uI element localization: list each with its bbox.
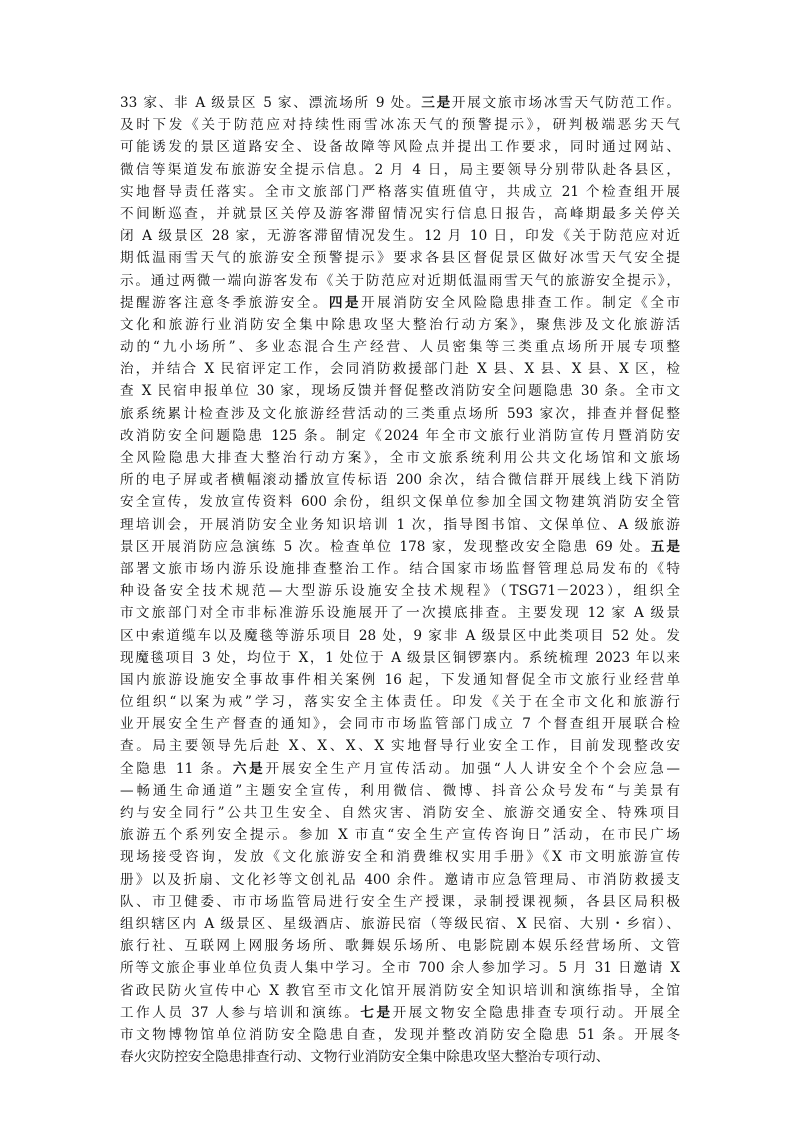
text-line [120,292,680,314]
text-run: 文化和旅游行业消防安全集中除患攻坚大整治行动方案》，聚焦涉及文化旅游活 [120,316,680,333]
text-run: 市文物博物馆单位消防安全隐患自查，发现并整改消防安全隐患 51 条。开展冬 [120,1026,680,1043]
text-run: 工作人员 37 人参与培训和演练。 [120,1004,361,1021]
text-line [120,159,680,181]
text-run: 理培训会，开展消防安全业务知识培训 1 次，指导图书馆、文保单位、A 级旅游 [120,516,680,533]
text-run: —畅通生命通道”主题安全宣传，利用微信、微博、抖音公众号发布“与美景有 [120,782,680,799]
section-marker: 五是 [650,538,680,555]
text-run: 可能诱发的景区道路安全、设备故障等风险点并提出工作要求，同时通过网站、 [120,139,680,156]
text-line [120,913,680,935]
text-run: 不间断巡查，并就景区关停及游客滞留情况实行信息日报告，高峰期最多关停关 [120,205,680,222]
text-run: 队、市卫健委、市市场监管局进行安全生产授课，录制授课视频，各县区局积极 [120,893,680,910]
text-run: 省政民防火宣传中心 X 教官至市文化馆开展消防安全知识培训和演练指导，全馆 [120,982,680,999]
text-line [120,1046,680,1068]
text-run: 市文旅部门对全市非标准游乐设施展开了一次摸底排查。主要发现 12 家 A 级景 [120,605,680,622]
text-line [120,846,680,868]
text-run: 全风险隐患大排查大整治行动方案》，全市文旅系统利用公共文化场馆和文旅场 [120,450,680,466]
text-run: 治，并结合 X 民宿评定工作，会同消防救援部门赴 X 县、X 县、X 县、X 区，检 [120,361,680,378]
text-run: 微信等渠道发布旅游安全提示信息。2 月 4 日，局主要领导分别带队赴各县区， [120,161,680,178]
document-body [120,92,680,1068]
text-line [120,314,680,336]
text-run: 提醒游客注意冬季旅游安全。 [120,294,329,311]
text-line [120,735,680,757]
text-run: 所等文旅企事业单位负责人集中学习。全市 700 余人参加学习。5 月 31 日邀请 X [120,960,680,977]
text-line [120,980,680,1002]
text-line [120,403,680,425]
text-run: 及时下发《关于防范应对持续性雨雪冰冻天气的预警提示》，研判极端恶劣天气 [120,117,680,134]
text-run: 旅行社、互联网上网服务场所、歌舞娱乐场所、电影院剧本娱乐经营场所、文管 [120,938,680,955]
text-run: 开展文旅市场冰雪天气防范工作。 [451,95,680,111]
text-run: 闭 A 级景区 28 家，无游客滞留情况发生。12 月 10 日，印发《关于防范应对近 [120,228,680,245]
text-line [120,203,680,225]
text-line [120,358,680,380]
text-line [120,580,680,602]
text-line [120,891,680,913]
text-line [120,669,680,691]
text-run: 示。通过两微一端向游客发布《关于防范应对近期低温雨雪天气的旅游安全提示》， [120,272,680,289]
text-line [120,447,680,469]
text-line [120,691,680,713]
text-line [120,1002,680,1024]
text-run: 旅游五个系列安全提示。参加 X 市直“安全生产宣传咨询日”活动，在市民广场 [120,827,680,844]
text-run: 种设备安全技术规范—大型游乐设施安全技术规程》（TSG71－2023），组织全 [120,583,680,600]
text-run: 册》以及折扇、文化衫等文创礼品 400 余件。邀请市应急管理局、市消防救援支 [120,871,680,888]
section-marker: 六是 [232,760,266,777]
text-run: 所的电子屏或者横幅滚动播放宣传标语 200 余次，结合微信群开展线上线下消防 [120,472,680,489]
text-line [120,780,680,802]
text-run: 改消防安全问题隐患 125 条。制定《2024 年全市文旅行业消防宣传月暨消防安 [120,427,680,444]
text-run: 实地督导责任落实。全市文旅部门严格落实值班值守，共成立 21 个检查组开展 [120,183,680,200]
text-run: 组织辖区内 A 级景区、星级酒店、旅游民宿（等级民宿、X 民宿、大别・乡宿）、 [120,915,680,932]
text-line [120,935,680,957]
text-line [120,181,680,203]
text-line [120,469,680,491]
text-run: 查。局主要领导先后赴 X、X、X、X 实地督导行业安全工作，目前发现整改安 [120,738,680,755]
text-line [120,136,680,158]
text-run: 业开展安全生产督查的通知》，会同市市场监管部门成立 7 个督查组开展联合检 [120,716,680,733]
text-run: 全隐患 11 条。 [120,760,233,777]
text-run: 部署文旅市场内游乐设施排查整治工作。结合国家市场监督管理总局发布的《特 [120,560,680,577]
text-line [120,558,680,580]
text-line [120,225,680,247]
section-marker: 四是 [328,294,362,311]
section-marker: 七是 [360,1004,393,1021]
text-line [120,758,680,780]
text-line [120,114,680,136]
text-line [120,869,680,891]
text-line [120,270,680,292]
text-line [120,491,680,513]
section-marker: 三是 [421,95,452,111]
text-run: 景区开展消防应急演练 5 次。检查单位 178 家，发现整改安全隐患 69 处。 [120,538,651,555]
text-line [120,647,680,669]
text-run: 开展文物安全隐患排查专项行动。开展全 [392,1004,680,1021]
text-run: 现魔毯项目 3 处，均位于 X，1 处位于 A 级景区铜锣寨内。系统梳理 2023 年以来 [120,649,680,666]
text-run: 期低温雨雪天气的旅游安全预警提示》要求各县区督促景区做好冰雪天气安全提 [120,250,680,267]
text-line [120,713,680,735]
text-run: 33 家、非 A 级景区 5 家、漂流场所 9 处。 [120,95,422,111]
text-line [120,957,680,979]
text-line [120,1024,680,1046]
text-run: 春火灾防控安全隐患排查行动、文物行业消防安全集中除患攻坚大整治专项行动、 [120,1049,610,1066]
text-run: 动的“九小场所”、多业态混合生产经营、人员密集等三类重点场所开展专项整 [120,339,680,356]
text-run: 区中索道缆车以及魔毯等游乐项目 28 处，9 家非 A 级景区中此类项目 52 处。发 [120,627,680,644]
text-line [120,514,680,536]
text-line [120,536,680,558]
text-run: 旅系统累计检查涉及文化旅游经营活动的三类重点场所 593 家次，排查并督促整 [120,405,680,422]
text-line [120,625,680,647]
text-run: 安全宣传，发放宣传资料 600 余份，组织文保单位参加全国文物建筑消防安全管 [120,494,680,511]
text-run: 开展安全生产月宣传活动。加强“人人讲安全个个会应急— [265,760,680,777]
text-run: 国内旅游设施安全事故事件相关案例 16 起，下发通知督促全市文旅行业经营单 [120,671,680,688]
text-line [120,802,680,824]
text-line [120,602,680,624]
text-run: 位组织“以案为戒”学习，落实安全主体责任。印发《关于在全市文化和旅游行 [120,694,680,711]
text-run: 约与安全同行”公共卫生安全、自然灾害、消防安全、旅游交通安全、特殊项目 [120,805,680,821]
text-run: 现场接受咨询，发放《文化旅游安全和消费维权实用手册》《X 市文明旅游宣传 [120,849,680,866]
text-line [120,336,680,358]
text-line [120,425,680,447]
text-run: 开展消防安全风险隐患排查工作。制定《全市 [361,294,680,311]
text-run: 查 X 民宿申报单位 30 家，现场反馈并督促整改消防安全问题隐患 30 条。全市文 [120,383,680,400]
text-line [120,380,680,402]
text-line [120,824,680,846]
text-line [120,92,680,114]
text-line [120,247,680,269]
